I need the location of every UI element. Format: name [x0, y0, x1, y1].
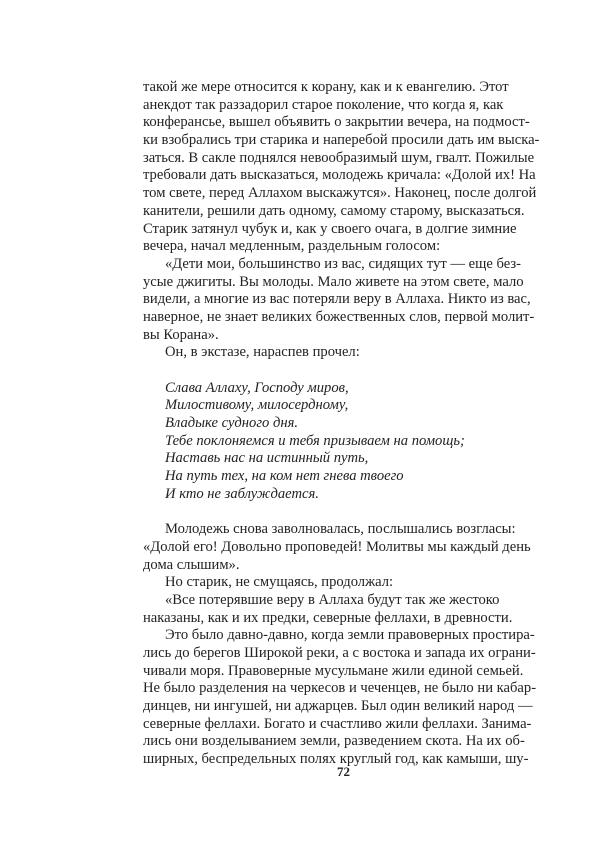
- text-line: Но старик, не смущаясь, продолжал:: [165, 574, 394, 591]
- poem-line: Тебе поклоняемся и тебя призываем на помощь;: [165, 432, 465, 449]
- text-line: такой же мере относится к корану, как и к евангелию. Этот: [143, 79, 509, 95]
- text-line: «Все потерявшие веру в Аллаха будут так же жестоко: [165, 591, 500, 608]
- poem-line: Слава Аллаху, Господу миров,: [165, 379, 349, 396]
- text-line: требовали дать высказаться, молодежь кричала: «Долой их! На: [143, 167, 536, 184]
- text-line: Он, в экстазе, нараспев прочел:: [165, 344, 360, 361]
- poem-line: Владыке судного дня.: [165, 415, 299, 432]
- poem-line: Милостивому, милосердному,: [165, 397, 349, 414]
- poem-line: И кто не заблуждается.: [165, 485, 319, 502]
- text-line: «Долой его! Довольно проповедей! Молитвы мы каждый день: [143, 538, 531, 555]
- text-line: анекдот так раззадорил старое поколение, что когда я, как: [143, 96, 504, 113]
- page-body-text: [143, 79, 540, 769]
- text-line: конферансье, вышел объявить о закрытии вечера, на подмост-: [143, 114, 530, 131]
- text-line: дома слышим».: [143, 556, 240, 573]
- text-line: Молодежь снова заволновалась, послышались возгласы:: [165, 521, 516, 538]
- poem-line: На путь тех, на ком нет гнева твоего: [165, 468, 404, 485]
- text-line: усые джигиты. Вы молоды. Мало живете на этом свете, мало: [143, 273, 524, 290]
- text-line: Это было давно-давно, когда земли правоверных простира-: [165, 627, 535, 644]
- text-line: ширных, беспредельных полях круглый год, как камыши, шу-: [143, 751, 529, 768]
- text-line: том свете, перед Аллахом выскажутся». Наконец, после долгой: [143, 185, 537, 202]
- text-line: динцев, ни ингушей, ни аджарцев. Был один великий народ —: [143, 698, 533, 715]
- blank-line: [143, 362, 457, 380]
- text-line: северные феллахи. Богато и счастливо жили феллахи. Занима-: [143, 715, 532, 732]
- text-line: «Дети мои, большинство из вас, сидящих тут — еще без-: [165, 255, 521, 272]
- blank-line: [143, 504, 457, 522]
- text-line: видели, а многие из вас потеряли веру в Аллаха. Никто из вас,: [143, 291, 531, 308]
- text-line: ки взобрались три старика и наперебой просили дать им выска-: [143, 132, 540, 149]
- text-line: Старик затянул чубук и, как у своего очага, в долгие зимние: [143, 220, 517, 237]
- text-line: лись до берегов Широкой реки, а с востока и запада их ограни-: [143, 645, 536, 661]
- text-line: заться. В сакле поднялся невообразимый шум, гвалт. Пожилые: [143, 149, 535, 166]
- text-line: вы Корана».: [143, 326, 219, 343]
- page-number: 72: [337, 764, 350, 779]
- text-line: канители, решили дать одному, самому старому, высказаться.: [143, 202, 525, 219]
- text-line: Не было разделения на черкесов и чеченцев, не было ни кабар-: [143, 680, 537, 697]
- text-line: чивали моря. Правоверные мусульмане жили единой семьей.: [143, 662, 524, 679]
- text-line: лись они возделыванием земли, разведением скота. На их об-: [143, 733, 525, 750]
- text-line: наверное, не знает великих божественных слов, первой молит-: [143, 308, 535, 325]
- poem-line: Наставь нас на истинный путь,: [165, 450, 369, 467]
- text-line: наказаны, как и их предки, северные феллахи, в древности.: [143, 609, 513, 626]
- text-line: вечера, начал медленным, раздельным голосом:: [143, 238, 441, 255]
